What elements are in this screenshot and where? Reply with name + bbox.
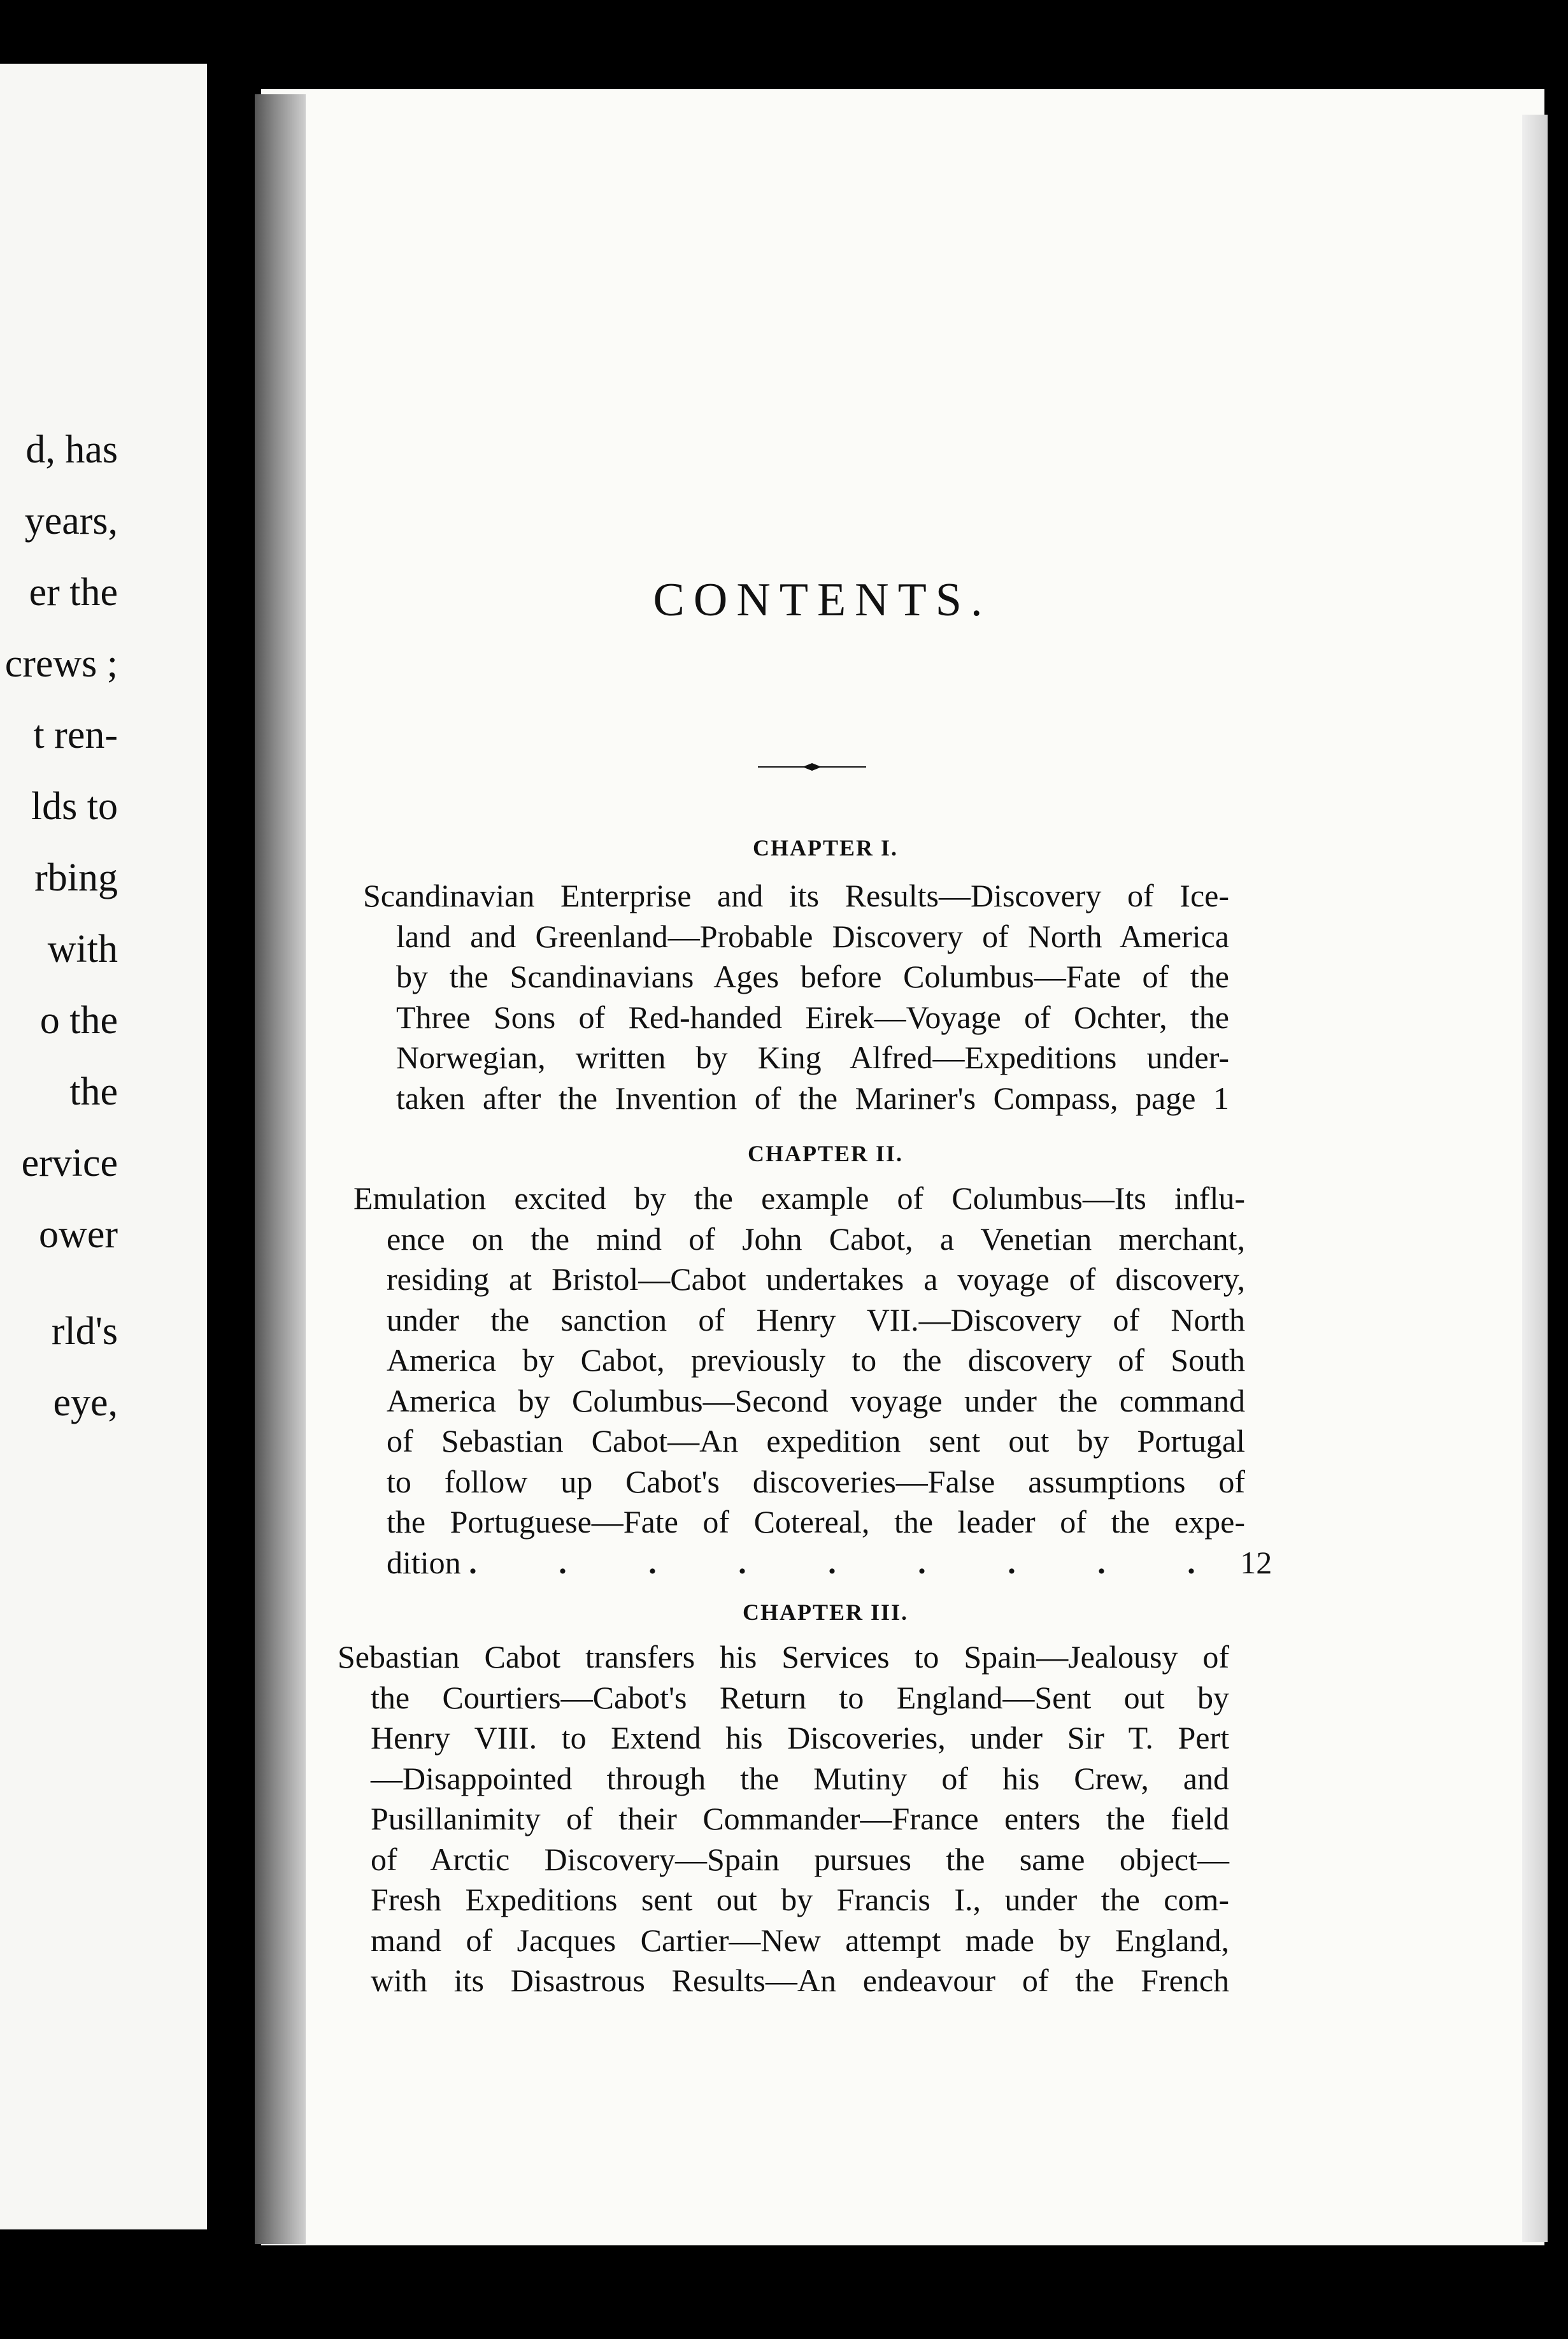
summary-line: with its Disastrous Results—An endeavour of the French	[371, 1963, 1229, 1998]
summary-line: Fresh Expeditions sent out by Francis I., under the com-	[371, 1882, 1229, 1917]
chapter-heading: CHAPTER I.	[752, 835, 899, 861]
summary-line: Three Sons of Red-handed Eirek—Voyage of Ochter, the	[396, 999, 1229, 1035]
summary-line: America by Cabot, previously to the discovery of South	[387, 1342, 1245, 1378]
summary-line: by the Scandinavians Ages before Columbus—Fate of the	[396, 959, 1229, 994]
left-page-fragment: with	[47, 927, 118, 971]
summary-line: under the sanction of Henry VII.—Discovery of North	[387, 1301, 1245, 1338]
summary-line: Sebastian Cabot transfers his Services to Spain—Jealousy of	[338, 1639, 1229, 1675]
page-title: CONTENTS.	[653, 574, 992, 626]
page-number: 12	[1240, 1544, 1272, 1580]
chapter-summary	[353, 1178, 1272, 1583]
left-page-fragment: o the	[39, 999, 118, 1042]
chapter-summary	[363, 876, 1229, 1119]
summary-line: land and Greenland—Probable Discovery of North America	[396, 918, 1229, 954]
ornament-divider	[758, 763, 866, 771]
left-page-fragment: ervice	[21, 1141, 118, 1185]
summary-line: —Disappointed through the Mutiny of his Crew, and	[371, 1760, 1229, 1796]
left-page-fragment: d, has	[25, 428, 118, 471]
summary-line: ence on the mind of John Cabot, a Venetian merchant,	[387, 1220, 1245, 1257]
summary-line: mand of Jacques Cartier—New attempt made by England,	[371, 1922, 1229, 1958]
left-page-fragment: ower	[39, 1213, 118, 1256]
left-page-fragment: lds to	[31, 785, 118, 828]
summary-line: residing at Bristol—Cabot undertakes a voyage of discovery,	[387, 1261, 1245, 1297]
left-page-fragment: t ren-	[33, 713, 118, 757]
left-page-text	[0, 414, 207, 1438]
left-page-fragment: rbing	[34, 856, 118, 899]
left-page-fragment: the	[69, 1070, 118, 1113]
summary-line: dition	[387, 1544, 461, 1580]
chapter-heading: CHAPTER III.	[742, 1599, 909, 1625]
summary-line: of Arctic Discovery—Spain pursues the same object—	[371, 1841, 1229, 1877]
summary-line: Scandinavian Enterprise and its Results—Discovery of Ice-	[363, 878, 1229, 913]
summary-line: the Courtiers—Cabot's Return to England—Sent out by	[371, 1679, 1229, 1715]
left-page-fragment: crews ;	[4, 642, 118, 685]
book-gutter-shadow	[255, 94, 306, 2244]
summary-line: Norwegian, written by King Alfred—Expeditions under-	[396, 1040, 1229, 1075]
summary-last-line	[353, 1543, 1272, 1584]
left-page-fragment: years,	[24, 499, 118, 543]
summary-line: Pusillanimity of their Commander—France enters the field	[371, 1801, 1229, 1836]
summary-line: America by Columbus—Second voyage under the command	[387, 1382, 1245, 1419]
left-page-fragment: er the	[29, 571, 118, 614]
chapter-summary	[338, 1637, 1229, 2001]
dot-leader: . . . . . . . . .	[469, 1544, 1232, 1580]
chapter-heading: CHAPTER II.	[747, 1141, 904, 1166]
summary-line: Henry VIII. to Extend his Discoveries, under Sir T. Pert	[371, 1720, 1229, 1756]
left-page-fragment: eye,	[53, 1381, 118, 1424]
summary-line: to follow up Cabot's discoveries—False assumptions of	[387, 1463, 1245, 1499]
left-page-fragment: rld's	[51, 1310, 118, 1353]
page-edge	[1522, 115, 1548, 2242]
summary-line: Emulation excited by the example of Columbus—Its influ-	[353, 1180, 1245, 1216]
summary-line: of Sebastian Cabot—An expedition sent out by Portugal	[387, 1423, 1245, 1459]
summary-line: taken after the Invention of the Mariner's Compass, page 1	[396, 1080, 1229, 1116]
summary-line: the Portuguese—Fate of Cotereal, the leader of the expe-	[387, 1504, 1245, 1540]
